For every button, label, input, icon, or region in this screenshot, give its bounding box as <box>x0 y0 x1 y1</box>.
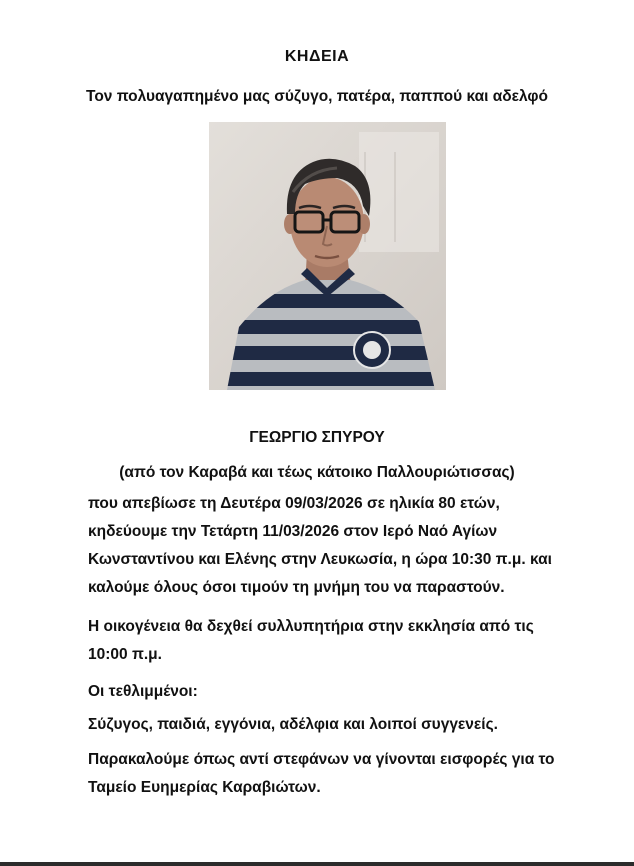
funeral-details-line: κηδεύουμε την Τετάρτη 11/03/2026 στον Ιερό Ναό Αγίων <box>88 523 498 540</box>
funeral-details-line: καλούμε όλους όσοι τιμούν τη μνήμη του να παραστούν. <box>88 579 505 596</box>
condolences-line: Η οικογένεια θα δεχθεί συλλυπητήρια στην εκκλησία από τις <box>88 618 534 635</box>
notice-title: ΚΗΔΕΙΑ <box>284 48 350 65</box>
funeral-details-line: που απεβίωσε τη Δευτέρα 09/03/2026 σε ηλικία 80 ετών, <box>88 495 500 512</box>
mourners-list-text: Σύζυγος, παιδιά, εγγόνια, αδέλφια και λοιποί συγγενείς. <box>88 716 498 733</box>
deceased-origin: (από τον Καραβά και τέως κάτοικο Παλλουριώτισσας) <box>119 464 515 481</box>
deceased-name: ΓΕΩΡΓΙΟ ΣΠΥΡΟΥ <box>249 429 385 446</box>
mourners-heading <box>88 678 628 706</box>
donation-paragraph <box>88 746 628 802</box>
condolences-line: 10:00 π.μ. <box>88 646 162 663</box>
bottom-border <box>0 862 634 866</box>
mourners-list <box>88 711 628 739</box>
notice-subtitle: Τον πολυαγαπημένο μας σύζυγο, πατέρα, παππού και αδελφό <box>86 88 548 105</box>
funeral-details-paragraph <box>88 490 628 602</box>
donation-line: Ταμείο Ευημερίας Καραβιώτων. <box>88 779 321 796</box>
donation-line: Παρακαλούμε όπως αντί στεφάνων να γίνονται εισφορές για το <box>88 751 555 768</box>
condolences-paragraph <box>88 613 628 669</box>
portrait-illustration <box>209 122 446 390</box>
mourners-heading-text: Οι τεθλιμμένοι: <box>88 683 198 700</box>
portrait-photo <box>209 122 446 390</box>
funeral-details-line: Κωνσταντίνου και Ελένης στην Λευκωσία, η ώρα 10:30 π.μ. και <box>88 551 552 568</box>
